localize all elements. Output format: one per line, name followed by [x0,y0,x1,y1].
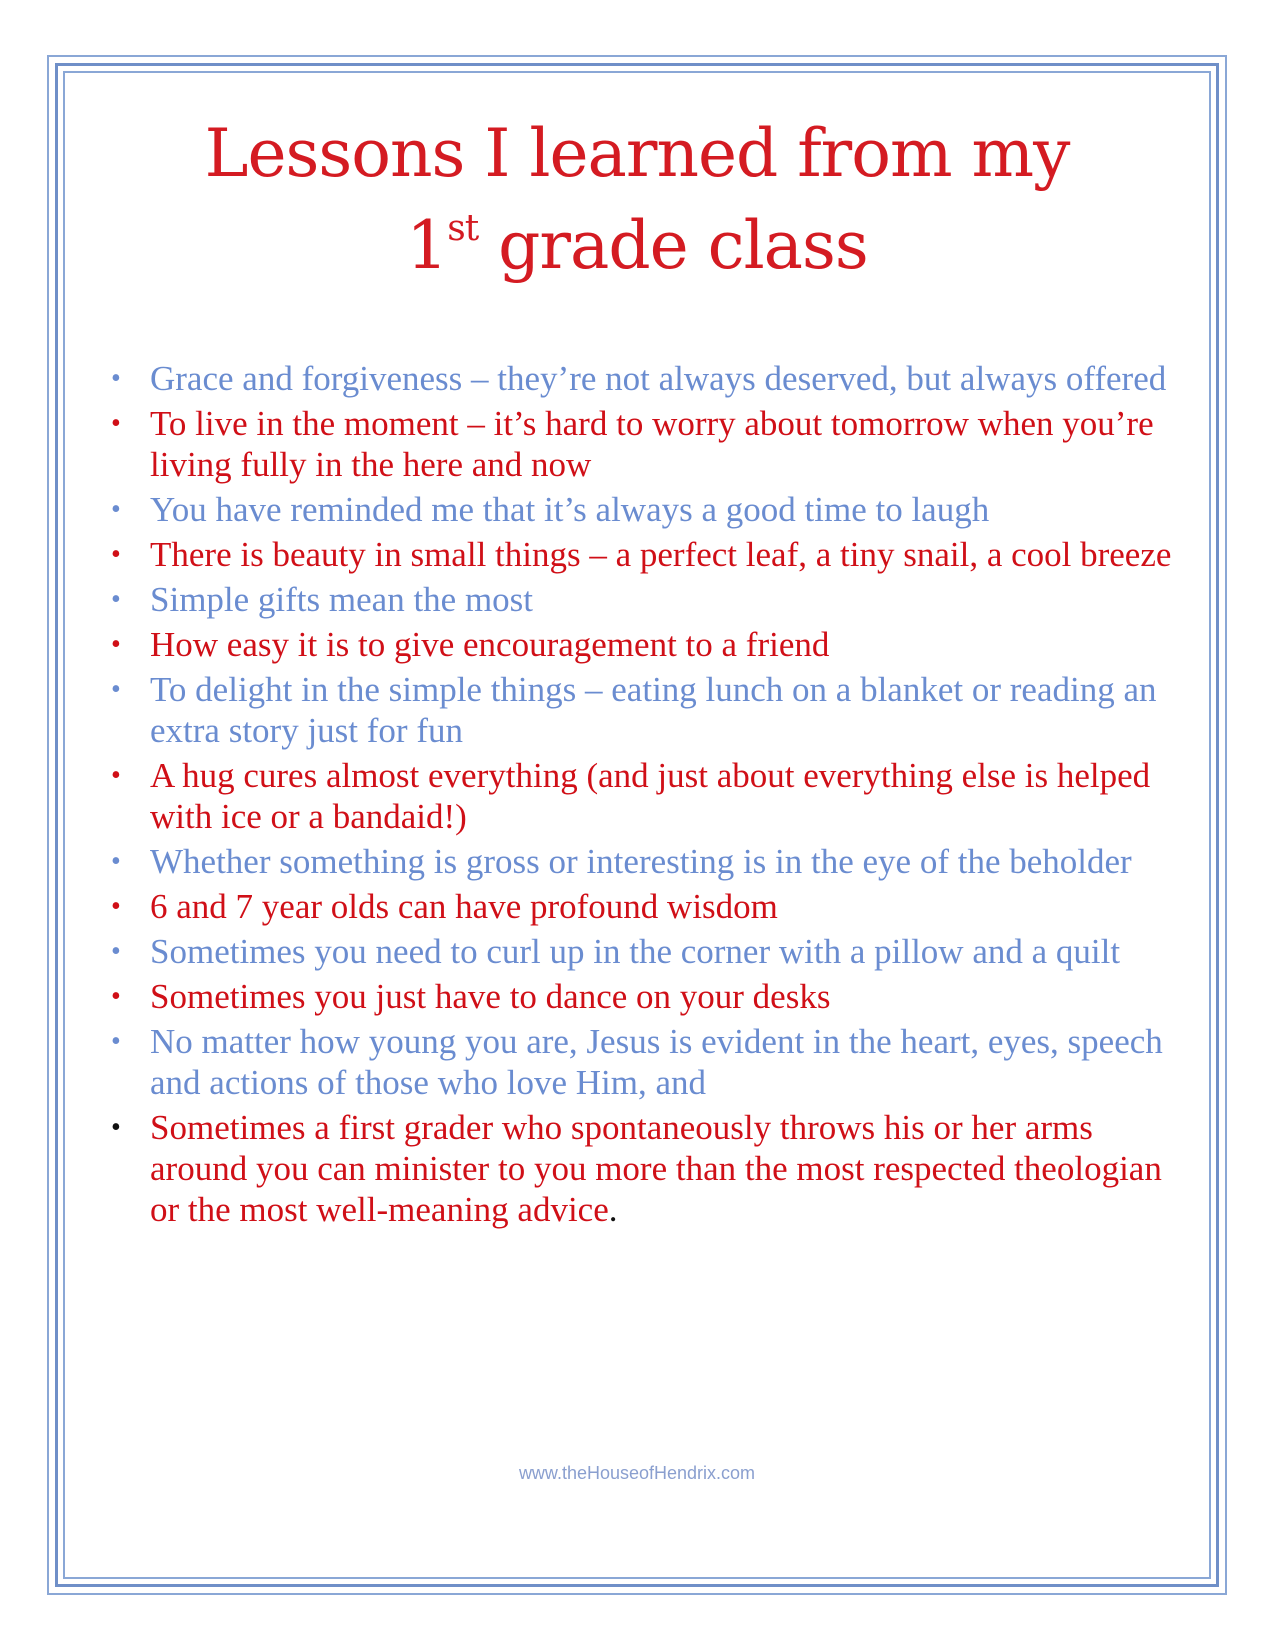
bullet-icon: • [111,363,121,394]
lesson-text: 6 and 7 year olds can have profound wisdom [150,887,778,926]
bullet-icon: • [111,936,121,967]
bullet-icon: • [111,408,121,439]
lesson-item [105,534,1195,575]
title-ordinal-suffix: st [447,208,479,249]
title-line-1: Lessons I learned from my [204,115,1070,192]
footer-url: www.theHouseofHendrix.com [518,1463,756,1483]
lesson-text: Grace and forgiveness – they’re not always deserved, but always offered [150,359,1167,398]
lesson-item [105,841,1195,882]
bullet-icon: • [111,629,121,660]
lesson-text: A hug cures almost everything (and just about everything else is helped with ice or a bandaid!) [150,756,1151,836]
bullet-icon: • [111,1112,121,1143]
lesson-item [105,1107,1195,1230]
lesson-item [105,489,1195,530]
lesson-item [105,1021,1195,1103]
lesson-text: To live in the moment – it’s hard to worry about tomorrow when you’re living fully in the here and now [150,404,1154,484]
lessons-list [105,358,1195,1234]
bullet-icon: • [111,846,121,877]
lesson-text: Simple gifts mean the most [150,580,534,619]
bullet-icon: • [111,494,121,525]
title-number: 1 [406,207,448,284]
lesson-text: Sometimes you need to curl up in the corner with a pillow and a quilt [150,932,1121,971]
bullet-icon: • [111,1026,121,1057]
bullet-icon: • [111,981,121,1012]
lesson-text: To delight in the simple things – eating lunch on a blanket or reading an extra story just for fun [150,670,1157,750]
bullet-icon: • [111,539,121,570]
lesson-text: Sometimes a first grader who spontaneously throws his or her arms around you can minister to you more than the most respected theologian or the most well-meaning advice [150,1108,1162,1229]
lesson-text: Sometimes you just have to dance on your desks [150,977,831,1016]
lesson-text: Whether something is gross or interesting is in the eye of the beholder [150,842,1132,881]
lesson-item [105,976,1195,1017]
lesson-item [105,669,1195,751]
bullet-icon: • [111,891,121,922]
lesson-item [105,403,1195,485]
lesson-text: You have reminded me that it’s always a good time to laugh [150,490,990,529]
lesson-item [105,886,1195,927]
lesson-text: No matter how young you are, Jesus is evident in the heart, eyes, speech and actions of those who love Him, and [150,1022,1163,1102]
page-title [70,108,1204,292]
lesson-item [105,755,1195,837]
title-line-2-rest: grade class [478,207,868,284]
title-line-2 [406,207,868,284]
lesson-text: How easy it is to give encouragement to a friend [150,625,830,664]
bullet-icon: • [111,760,121,791]
lesson-text: There is beauty in small things – a perfect leaf, a tiny snail, a cool breeze [150,535,1172,574]
lesson-item [105,931,1195,972]
lesson-item [105,624,1195,665]
lesson-item [105,358,1195,399]
closing-period: . [608,1190,618,1229]
bullet-icon: • [111,674,121,705]
bullet-icon: • [111,584,121,615]
lesson-item [105,579,1195,620]
